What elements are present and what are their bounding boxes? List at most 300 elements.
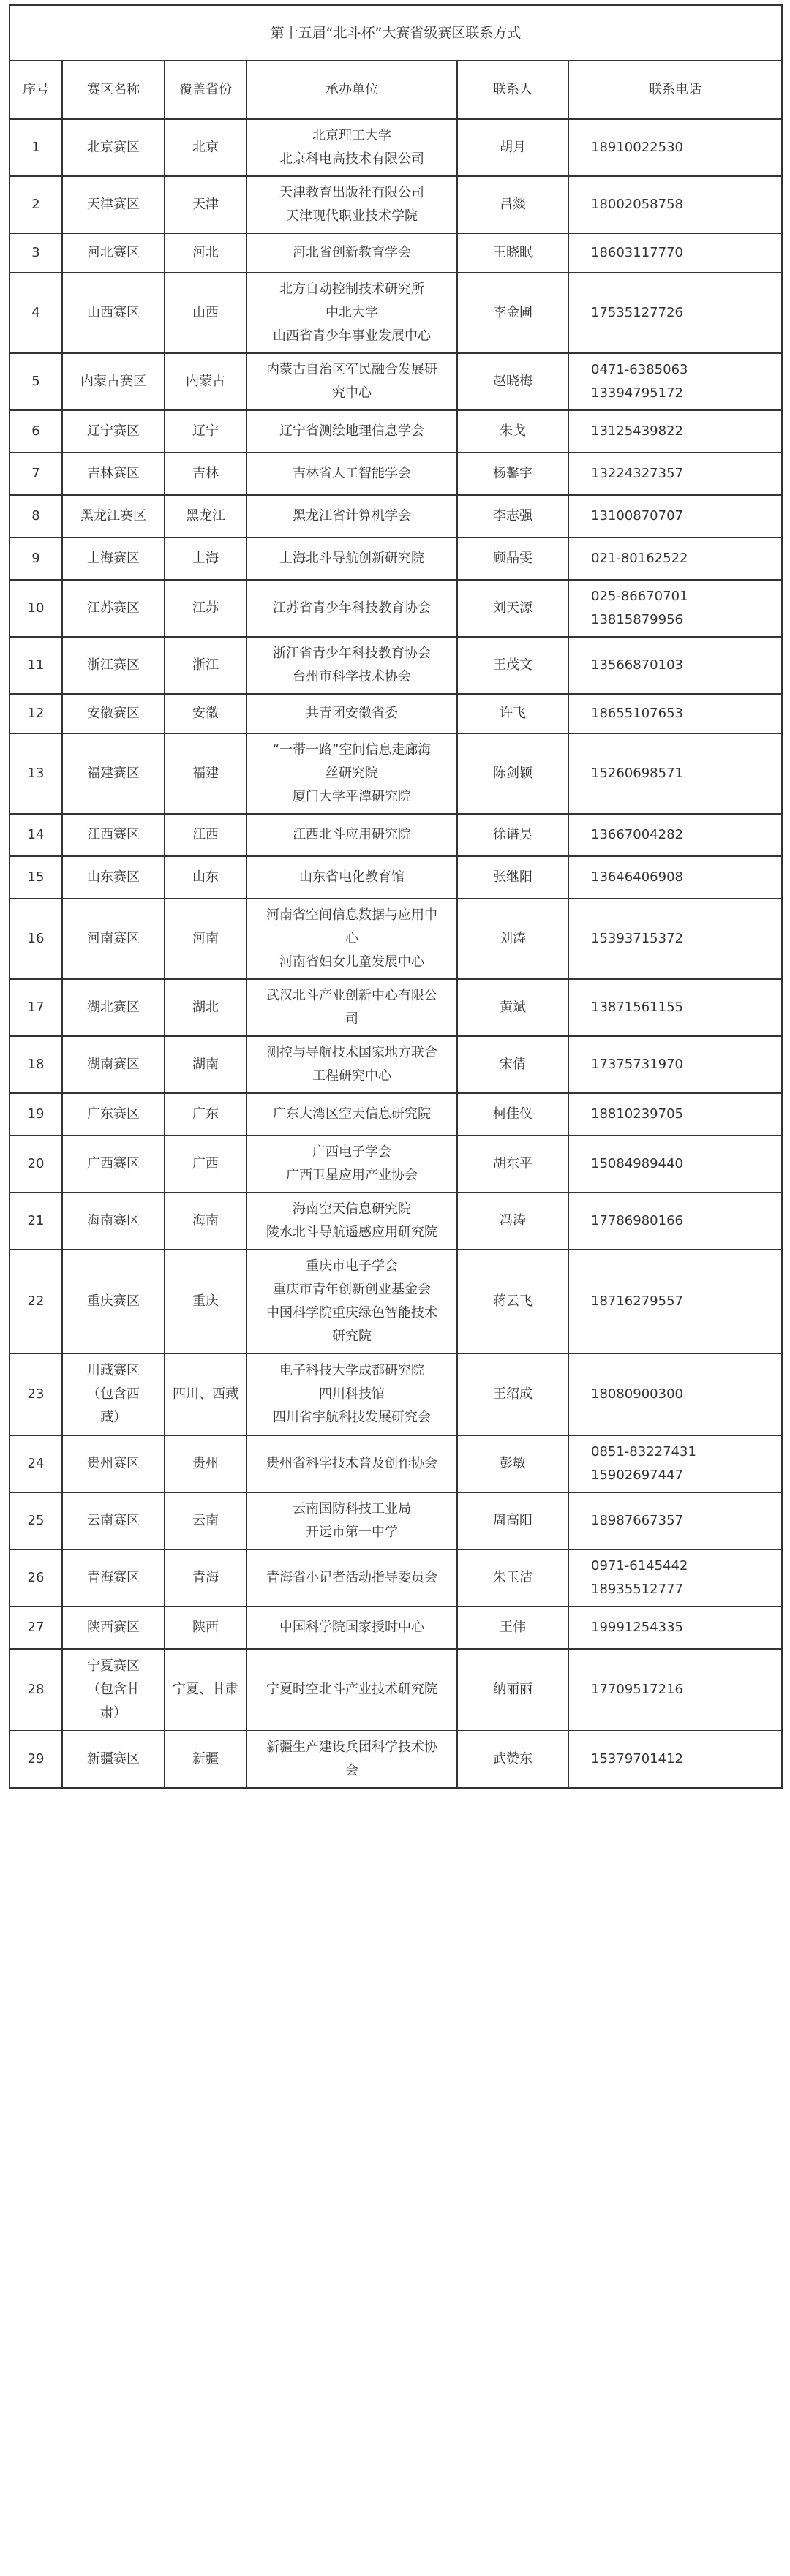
- cell-organizer: [247, 694, 457, 733]
- cell-organizer: [247, 1549, 457, 1606]
- cell-no: 25: [10, 1492, 62, 1549]
- contact-table: [9, 4, 783, 1789]
- cell-organizer-line: 广东大湾区空天信息研究院: [273, 1106, 431, 1122]
- cell-region: 湖北赛区: [62, 979, 165, 1036]
- table-row: [10, 733, 782, 814]
- cell-province: 江西: [165, 814, 247, 856]
- cell-phone: [568, 1731, 782, 1788]
- cell-province: 青海: [165, 1549, 247, 1606]
- cell-phone: [568, 233, 782, 273]
- cell-region: 广东赛区: [62, 1093, 165, 1136]
- cell-organizer: [247, 1492, 457, 1549]
- cell-region: 湖南赛区: [62, 1036, 165, 1093]
- cell-phone-line: 15393715372: [591, 931, 683, 946]
- cell-organizer-line: 丝研究院: [326, 766, 378, 781]
- cell-contact: 朱玉洁: [457, 1549, 568, 1606]
- cell-contact: 胡月: [457, 119, 568, 176]
- cell-contact: 黄斌: [457, 979, 568, 1036]
- cell-phone: [568, 1606, 782, 1649]
- cell-province: 北京: [165, 119, 247, 176]
- cell-phone-line: 18655107653: [591, 706, 683, 721]
- cell-contact: 刘涛: [457, 899, 568, 979]
- cell-province: 山东: [165, 856, 247, 899]
- table-row: [10, 176, 782, 233]
- cell-phone-line: 13394795172: [591, 385, 683, 401]
- cell-no: 18: [10, 1036, 62, 1093]
- cell-no: 15: [10, 856, 62, 899]
- table-row: [10, 1731, 782, 1788]
- cell-phone: [568, 814, 782, 856]
- cell-phone-line: 13667004282: [591, 827, 683, 842]
- cell-phone-line: 15902697447: [591, 1468, 683, 1483]
- table-row: [10, 1606, 782, 1649]
- cell-organizer: [247, 1136, 457, 1193]
- cell-organizer-line: 青海省小记者活动指导委员会: [266, 1570, 437, 1585]
- cell-province: 安徽: [165, 694, 247, 733]
- cell-province: 浙江: [165, 637, 247, 694]
- header-province: 覆盖省份: [165, 61, 247, 119]
- cell-phone: [568, 694, 782, 733]
- cell-organizer: [247, 1353, 457, 1435]
- table-title: 第十五届“北斗杯”大赛省级赛区联系方式: [10, 5, 782, 61]
- cell-organizer: [247, 537, 457, 580]
- cell-contact: 刘天源: [457, 580, 568, 637]
- cell-phone: [568, 1193, 782, 1250]
- cell-organizer: [247, 176, 457, 233]
- cell-organizer-line: 宁夏时空北斗产业技术研究院: [266, 1682, 437, 1697]
- cell-phone: [568, 353, 782, 410]
- cell-no: 27: [10, 1606, 62, 1649]
- table-row: [10, 1136, 782, 1193]
- cell-organizer: [247, 1649, 457, 1731]
- cell-contact: 柯佳仪: [457, 1093, 568, 1136]
- cell-phone-line: 18935512777: [591, 1582, 683, 1597]
- cell-contact: 周高阳: [457, 1492, 568, 1549]
- cell-no: 7: [10, 453, 62, 495]
- cell-phone: [568, 1492, 782, 1549]
- cell-phone: [568, 1649, 782, 1731]
- cell-contact: 纳丽丽: [457, 1649, 568, 1731]
- cell-contact: 陈剑颖: [457, 733, 568, 814]
- cell-phone: [568, 273, 782, 353]
- cell-phone-line: 18810239705: [591, 1106, 683, 1122]
- cell-contact: 李金圃: [457, 273, 568, 353]
- cell-organizer: [247, 814, 457, 856]
- cell-contact: 张继阳: [457, 856, 568, 899]
- table-row: [10, 1492, 782, 1549]
- cell-province: 上海: [165, 537, 247, 580]
- table-row: [10, 1353, 782, 1435]
- cell-organizer: [247, 580, 457, 637]
- cell-organizer-line: 河北省创新教育学会: [293, 245, 411, 260]
- cell-province: 辽宁: [165, 410, 247, 453]
- cell-no: 22: [10, 1250, 62, 1353]
- cell-phone: [568, 1353, 782, 1435]
- cell-province: 云南: [165, 1492, 247, 1549]
- table-body: [10, 119, 782, 1788]
- cell-phone: [568, 453, 782, 495]
- cell-phone-line: 025-86670701: [591, 589, 688, 604]
- cell-organizer-line: 台州市科学技术协会: [293, 669, 411, 684]
- cell-organizer-line: 中北大学: [326, 305, 378, 320]
- table-row: [10, 1093, 782, 1136]
- table-row: [10, 233, 782, 273]
- cell-province: 湖南: [165, 1036, 247, 1093]
- cell-phone: [568, 856, 782, 899]
- cell-phone-line: 17535127726: [591, 305, 683, 320]
- cell-region: 内蒙古赛区: [62, 353, 165, 410]
- cell-province: 黑龙江: [165, 495, 247, 537]
- cell-region: 江苏赛区: [62, 580, 165, 637]
- cell-region: 上海赛区: [62, 537, 165, 580]
- cell-phone-line: 13100870707: [591, 508, 683, 524]
- cell-contact: 李志强: [457, 495, 568, 537]
- cell-region: 天津赛区: [62, 176, 165, 233]
- cell-no: 10: [10, 580, 62, 637]
- table-row: [10, 410, 782, 453]
- cell-phone: [568, 1549, 782, 1606]
- cell-phone: [568, 1435, 782, 1492]
- cell-no: 21: [10, 1193, 62, 1250]
- cell-phone: [568, 1250, 782, 1353]
- cell-organizer-line: 测控与导航技术国家地方联合: [266, 1045, 437, 1060]
- cell-no: 23: [10, 1353, 62, 1435]
- cell-region-line: 宁夏赛区: [87, 1658, 140, 1674]
- cell-organizer-line: 新疆生产建设兵团科学技术协: [266, 1740, 437, 1755]
- cell-phone: [568, 979, 782, 1036]
- cell-organizer-line: 工程研究中心: [312, 1068, 391, 1084]
- table-row: [10, 856, 782, 899]
- cell-organizer: [247, 495, 457, 537]
- cell-phone-line: 13646406908: [591, 869, 683, 885]
- cell-contact: 许飞: [457, 694, 568, 733]
- cell-contact: 王伟: [457, 1606, 568, 1649]
- cell-no: 3: [10, 233, 62, 273]
- page: [9, 0, 781, 1789]
- cell-no: 29: [10, 1731, 62, 1788]
- cell-contact: 杨馨宇: [457, 453, 568, 495]
- cell-organizer: [247, 1093, 457, 1136]
- cell-no: 9: [10, 537, 62, 580]
- cell-phone: [568, 119, 782, 176]
- cell-no: 5: [10, 353, 62, 410]
- cell-province: 吉林: [165, 453, 247, 495]
- table-row: [10, 979, 782, 1036]
- cell-province: 福建: [165, 733, 247, 814]
- cell-phone: [568, 410, 782, 453]
- cell-contact: 宋倩: [457, 1036, 568, 1093]
- cell-phone-line: 13871561155: [591, 1000, 683, 1015]
- cell-phone: [568, 1093, 782, 1136]
- cell-organizer-line: 黑龙江省计算机学会: [293, 508, 411, 524]
- cell-no: 26: [10, 1549, 62, 1606]
- cell-region: 黑龙江赛区: [62, 495, 165, 537]
- cell-organizer-line: 心: [345, 931, 358, 946]
- cell-province: 陕西: [165, 1606, 247, 1649]
- cell-no: 24: [10, 1435, 62, 1492]
- cell-province: 河南: [165, 899, 247, 979]
- cell-organizer: [247, 856, 457, 899]
- header-organizer: 承办单位: [247, 61, 457, 119]
- cell-organizer-line: 广西电子学会: [312, 1144, 391, 1160]
- table-row: [10, 1036, 782, 1093]
- cell-province: 广西: [165, 1136, 247, 1193]
- cell-phone-line: 18603117770: [591, 245, 683, 260]
- cell-organizer-line: 山西省青少年事业发展中心: [273, 328, 431, 344]
- cell-organizer-line: 重庆市电子学会: [306, 1258, 398, 1274]
- cell-region: 福建赛区: [62, 733, 165, 814]
- cell-contact: 王晓眠: [457, 233, 568, 273]
- cell-province: 海南: [165, 1193, 247, 1250]
- table-row: [10, 580, 782, 637]
- table-row: [10, 119, 782, 176]
- cell-region: 辽宁赛区: [62, 410, 165, 453]
- cell-organizer-line: 浙江省青少年科技教育协会: [273, 646, 431, 661]
- cell-organizer-line: 内蒙古自治区军民融合发展研: [266, 362, 437, 377]
- cell-phone-line: 18716279557: [591, 1293, 683, 1309]
- cell-organizer: [247, 1435, 457, 1492]
- cell-organizer-line: 江西北斗应用研究院: [293, 827, 411, 842]
- cell-organizer: [247, 453, 457, 495]
- cell-organizer-line: 辽宁省测绘地理信息学会: [279, 423, 424, 439]
- cell-phone-line: 13566870103: [591, 657, 683, 673]
- cell-organizer: [247, 1036, 457, 1093]
- cell-organizer: [247, 899, 457, 979]
- cell-province: 贵州: [165, 1435, 247, 1492]
- table-row: [10, 1193, 782, 1250]
- cell-no: 19: [10, 1093, 62, 1136]
- cell-province: 四川、西藏: [165, 1353, 247, 1435]
- cell-organizer-line: 会: [345, 1763, 358, 1778]
- cell-contact: 王绍成: [457, 1353, 568, 1435]
- cell-region: 河北赛区: [62, 233, 165, 273]
- cell-region: 北京赛区: [62, 119, 165, 176]
- cell-phone: [568, 637, 782, 694]
- cell-organizer: [247, 1731, 457, 1788]
- table-row: [10, 537, 782, 580]
- cell-organizer-line: 河南省空间信息数据与应用中: [266, 907, 437, 923]
- cell-region: 江西赛区: [62, 814, 165, 856]
- cell-phone: [568, 495, 782, 537]
- cell-no: 13: [10, 733, 62, 814]
- cell-province: 宁夏、甘肃: [165, 1649, 247, 1731]
- cell-phone-line: 17709517216: [591, 1682, 683, 1697]
- cell-region-line: （包含甘: [87, 1682, 140, 1697]
- cell-phone-line: 15260698571: [591, 766, 683, 781]
- cell-organizer: [247, 1250, 457, 1353]
- cell-organizer-line: 广西卫星应用产业协会: [286, 1168, 418, 1183]
- cell-organizer: [247, 119, 457, 176]
- cell-region: 陕西赛区: [62, 1606, 165, 1649]
- cell-region: 海南赛区: [62, 1193, 165, 1250]
- cell-region: 广西赛区: [62, 1136, 165, 1193]
- cell-organizer-line: 厦门大学平潭研究院: [293, 789, 411, 804]
- cell-region: 青海赛区: [62, 1549, 165, 1606]
- cell-organizer: [247, 233, 457, 273]
- cell-organizer-line: 研究院: [332, 1329, 372, 1344]
- cell-organizer-line: 北京科电高技术有限公司: [279, 151, 424, 167]
- cell-organizer-line: 山东省电化教育馆: [299, 869, 405, 885]
- cell-phone-line: 18080900300: [591, 1386, 683, 1402]
- cell-organizer-line: 四川省宇航科技发展研究会: [273, 1410, 431, 1425]
- cell-region-line: 肃）: [100, 1705, 127, 1721]
- cell-phone-line: 18910022530: [591, 140, 683, 155]
- table-row: [10, 899, 782, 979]
- cell-contact: 朱戈: [457, 410, 568, 453]
- cell-no: 6: [10, 410, 62, 453]
- cell-phone-line: 18987667357: [591, 1513, 683, 1528]
- cell-organizer-line: 武汉北斗产业创新中心有限公: [266, 988, 437, 1003]
- cell-region-line: 川藏赛区: [87, 1363, 140, 1378]
- cell-region: 吉林赛区: [62, 453, 165, 495]
- cell-phone-line: 17786980166: [591, 1213, 683, 1228]
- cell-region: [62, 1649, 165, 1731]
- cell-contact: 徐谱昊: [457, 814, 568, 856]
- cell-phone-line: 13224327357: [591, 466, 683, 481]
- cell-organizer: [247, 273, 457, 353]
- cell-region: 贵州赛区: [62, 1435, 165, 1492]
- cell-no: 11: [10, 637, 62, 694]
- table-row: [10, 1250, 782, 1353]
- cell-organizer-line: 云南国防科技工业局: [293, 1501, 411, 1516]
- table-row: [10, 694, 782, 733]
- cell-contact: 胡东平: [457, 1136, 568, 1193]
- table-row: [10, 1435, 782, 1492]
- cell-no: 14: [10, 814, 62, 856]
- cell-contact: 赵晓梅: [457, 353, 568, 410]
- cell-province: 新疆: [165, 1731, 247, 1788]
- cell-phone-line: 0471-6385063: [591, 362, 688, 377]
- table-row: [10, 495, 782, 537]
- header-phone: 联系电话: [568, 61, 782, 119]
- header-no: 序号: [10, 61, 62, 119]
- cell-province: 重庆: [165, 1250, 247, 1353]
- cell-organizer-line: 河南省妇女儿童发展中心: [279, 954, 424, 970]
- cell-organizer: [247, 637, 457, 694]
- cell-organizer-line: 天津教育出版社有限公司: [279, 185, 424, 200]
- cell-phone: [568, 176, 782, 233]
- cell-phone: [568, 899, 782, 979]
- cell-organizer: [247, 410, 457, 453]
- cell-organizer-line: “一带一路”空间信息走廊海: [272, 742, 432, 758]
- table-row: [10, 453, 782, 495]
- cell-phone-line: 15379701412: [591, 1751, 683, 1767]
- cell-contact: 蒋云飞: [457, 1250, 568, 1353]
- cell-organizer-line: 北方自动控制技术研究所: [279, 282, 424, 297]
- cell-no: 28: [10, 1649, 62, 1731]
- cell-contact: 王茂文: [457, 637, 568, 694]
- cell-phone: [568, 1036, 782, 1093]
- cell-province: 河北: [165, 233, 247, 273]
- cell-no: 17: [10, 979, 62, 1036]
- cell-organizer-line: 贵州省科学技术普及创作协会: [266, 1456, 437, 1471]
- cell-phone-line: 19991254335: [591, 1620, 683, 1635]
- cell-contact: 武赞东: [457, 1731, 568, 1788]
- cell-phone: [568, 1136, 782, 1193]
- cell-organizer-line: 中国科学院国家授时中心: [279, 1620, 424, 1635]
- cell-organizer-line: 中国科学院重庆绿色智能技术: [266, 1305, 437, 1321]
- cell-region: 山东赛区: [62, 856, 165, 899]
- cell-phone: [568, 580, 782, 637]
- table-row: [10, 1549, 782, 1606]
- cell-phone-line: 13815879956: [591, 612, 683, 627]
- cell-province: 内蒙古: [165, 353, 247, 410]
- cell-province: 山西: [165, 273, 247, 353]
- cell-phone: [568, 733, 782, 814]
- cell-region: 云南赛区: [62, 1492, 165, 1549]
- cell-organizer: [247, 979, 457, 1036]
- cell-contact: 顾晶雯: [457, 537, 568, 580]
- cell-no: 16: [10, 899, 62, 979]
- cell-organizer-line: 吉林省人工智能学会: [293, 466, 411, 481]
- cell-region: [62, 1353, 165, 1435]
- cell-organizer: [247, 353, 457, 410]
- cell-organizer: [247, 733, 457, 814]
- cell-organizer-line: 究中心: [332, 385, 372, 401]
- cell-organizer-line: 开远市第一中学: [306, 1525, 398, 1540]
- cell-organizer: [247, 1606, 457, 1649]
- cell-province: 天津: [165, 176, 247, 233]
- cell-region-line: 藏）: [100, 1410, 127, 1425]
- table-row: [10, 273, 782, 353]
- cell-region: 重庆赛区: [62, 1250, 165, 1353]
- header-contact: 联系人: [457, 61, 568, 119]
- cell-organizer-line: 北京理工大学: [312, 128, 391, 143]
- cell-region: 安徽赛区: [62, 694, 165, 733]
- cell-organizer-line: 重庆市青年创新创业基金会: [273, 1282, 431, 1297]
- cell-province: 广东: [165, 1093, 247, 1136]
- cell-organizer-line: 海南空天信息研究院: [293, 1201, 411, 1217]
- cell-contact: 吕燚: [457, 176, 568, 233]
- cell-contact: 彭敏: [457, 1435, 568, 1492]
- cell-phone-line: 13125439822: [591, 423, 683, 439]
- cell-province: 江苏: [165, 580, 247, 637]
- cell-organizer-line: 电子科技大学成都研究院: [279, 1363, 424, 1378]
- cell-phone-line: 021-80162522: [591, 551, 688, 566]
- cell-no: 4: [10, 273, 62, 353]
- cell-no: 8: [10, 495, 62, 537]
- table-row: [10, 353, 782, 410]
- cell-region: 河南赛区: [62, 899, 165, 979]
- cell-phone-line: 17375731970: [591, 1057, 683, 1072]
- cell-region: 浙江赛区: [62, 637, 165, 694]
- cell-phone: [568, 537, 782, 580]
- table-row: [10, 1649, 782, 1731]
- cell-no: 12: [10, 694, 62, 733]
- table-row: [10, 637, 782, 694]
- cell-no: 1: [10, 119, 62, 176]
- cell-organizer-line: 天津现代职业技术学院: [286, 208, 418, 224]
- cell-phone-line: 0851-83227431: [591, 1444, 696, 1459]
- cell-phone-line: 18002058758: [591, 197, 683, 212]
- table-row: [10, 814, 782, 856]
- cell-organizer-line: 共青团安徽省委: [306, 706, 398, 721]
- cell-phone-line: 15084989440: [591, 1156, 683, 1171]
- cell-organizer-line: 司: [345, 1011, 358, 1027]
- cell-no: 20: [10, 1136, 62, 1193]
- cell-phone-line: 0971-6145442: [591, 1558, 688, 1574]
- cell-organizer-line: 四川科技馆: [319, 1386, 385, 1402]
- cell-organizer-line: 上海北斗导航创新研究院: [279, 551, 424, 566]
- cell-no: 2: [10, 176, 62, 233]
- cell-province: 湖北: [165, 979, 247, 1036]
- header-region: 赛区名称: [62, 61, 165, 119]
- cell-contact: 冯涛: [457, 1193, 568, 1250]
- cell-organizer-line: 陵水北斗导航遥感应用研究院: [266, 1225, 437, 1240]
- cell-organizer-line: 江苏省青少年科技教育协会: [273, 600, 431, 616]
- cell-region: 山西赛区: [62, 273, 165, 353]
- cell-region-line: （包含西: [87, 1386, 140, 1402]
